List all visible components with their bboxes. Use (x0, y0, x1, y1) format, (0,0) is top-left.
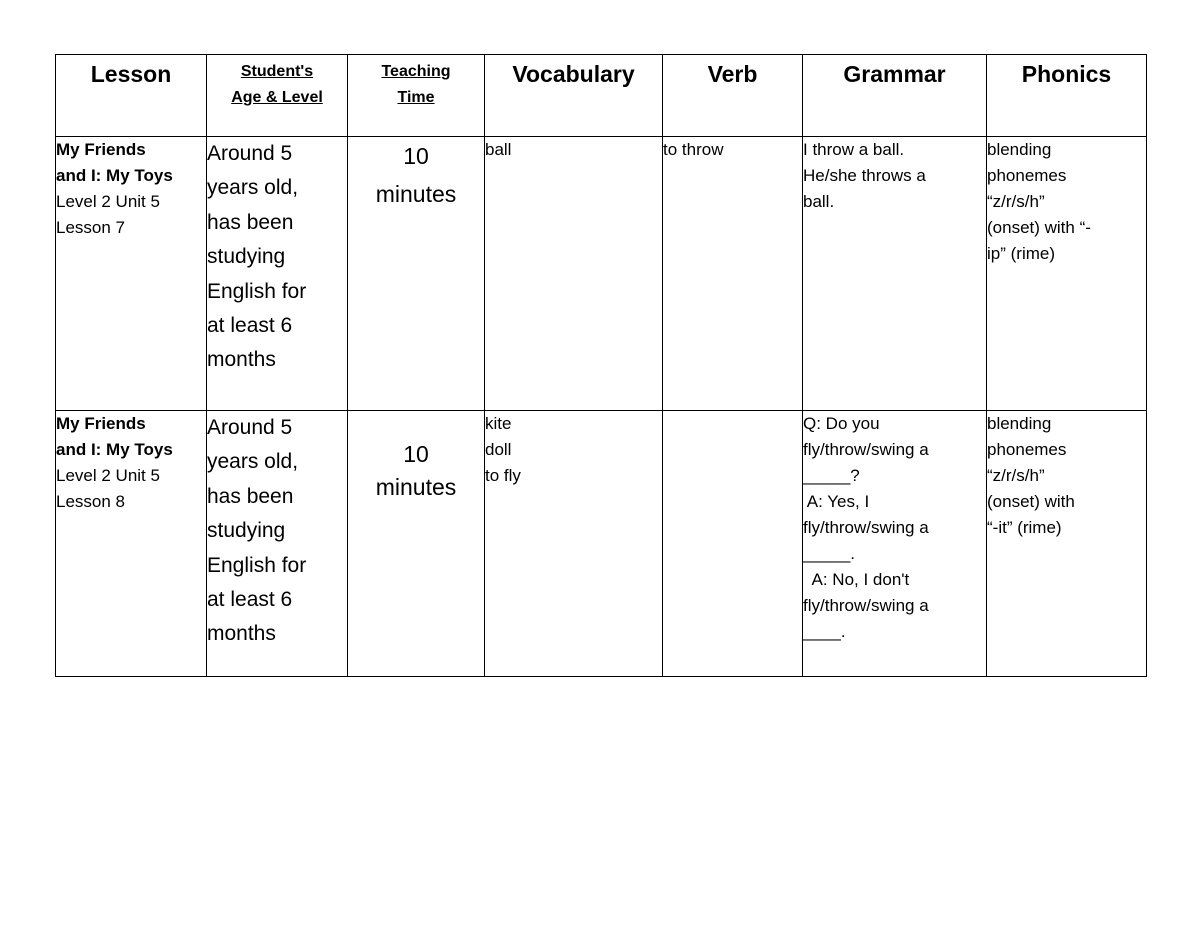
phonics-cell: blending phonemes “z/r/s/h” (onset) with “-it” (rime) (987, 411, 1147, 677)
header-grammar: Grammar (803, 55, 987, 137)
lesson-cell: My Friends and I: My Toys Level 2 Unit 5 Lesson 7 (56, 137, 207, 411)
table-row (56, 411, 1147, 677)
grammar-cell: I throw a ball. He/she throws a ball. (803, 137, 987, 411)
header-vocabulary: Vocabulary (485, 55, 663, 137)
header-verb: Verb (663, 55, 803, 137)
header-teaching-time: Teaching Time (348, 55, 485, 137)
phonics-cell: blending phonemes “z/r/s/h” (onset) with “- ip” (rime) (987, 137, 1147, 411)
time-cell: 10 minutes (348, 411, 485, 677)
header-phonics: Phonics (987, 55, 1147, 137)
header-student-age-level: Student's Age & Level (207, 55, 348, 137)
lesson-plan-table (55, 54, 1147, 677)
vocabulary-cell: kite doll to fly (485, 411, 663, 677)
student-cell: Around 5 years old, has been studying English for at least 6 months (207, 137, 348, 411)
verb-cell: to throw (663, 137, 803, 411)
vocabulary-cell: ball (485, 137, 663, 411)
verb-cell (663, 411, 803, 677)
table-row (56, 137, 1147, 411)
time-cell: 10 minutes (348, 137, 485, 411)
lesson-cell: My Friends and I: My Toys Level 2 Unit 5 Lesson 8 (56, 411, 207, 677)
student-cell: Around 5 years old, has been studying English for at least 6 months (207, 411, 348, 677)
grammar-cell: Q: Do you fly/throw/swing a _____? A: Yes, I fly/throw/swing a _____. A: No, I don't fly/throw/swing a ____. (803, 411, 987, 677)
header-row (56, 55, 1147, 137)
header-lesson: Lesson (56, 55, 207, 137)
